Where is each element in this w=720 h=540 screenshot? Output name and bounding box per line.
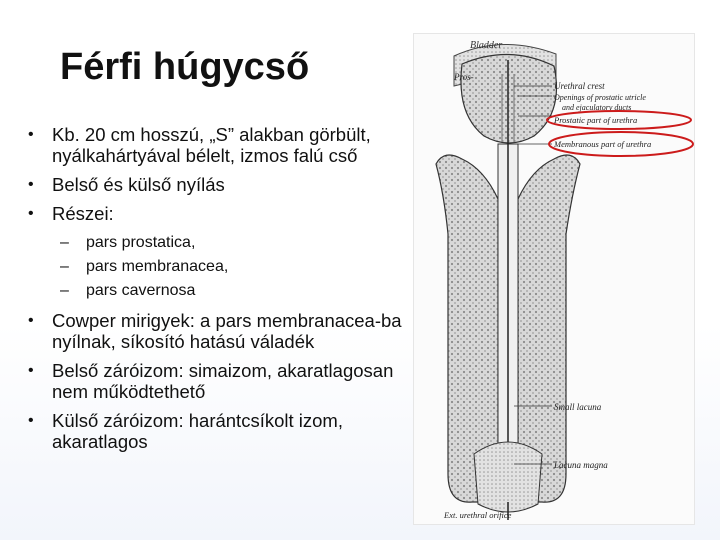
openings-label-2: and ejaculatory ducts	[562, 103, 632, 112]
small-lacuna-label: Small lacuna	[554, 402, 602, 412]
bullet-item	[26, 360, 411, 402]
bullet-icon: •	[28, 412, 34, 429]
bullet-text: Belső záróizom: simaizom, akaratlagosan nem működtethető	[52, 360, 394, 402]
sub-bullet-item	[60, 256, 411, 278]
lacuna-magna-label: Lacuna magna	[554, 460, 608, 470]
prostate-label: Pros-	[454, 72, 474, 82]
openings-label: Openings of prostatic utricle	[554, 93, 646, 102]
sub-bullet-text: pars prostatica,	[86, 234, 196, 251]
bullet-icon: •	[28, 312, 34, 329]
prostatic-part-label: Prostatic part of urethra	[554, 115, 638, 125]
bullet-text: Cowper mirigyek: a pars membranacea-ba nyílnak, síkosító hatású váladék	[52, 310, 402, 352]
urethra-anatomy-figure	[413, 33, 695, 525]
sub-bullet-item	[60, 232, 411, 254]
dash-icon: –	[60, 258, 69, 275]
bullet-icon: •	[28, 176, 34, 193]
urethral-crest-label: Urethral crest	[554, 81, 605, 91]
sub-bullet-text: pars cavernosa	[86, 282, 196, 299]
bullet-text: Részei:	[52, 203, 114, 224]
dash-icon: –	[60, 282, 69, 299]
membranous-part-label: Membranous part of urethra	[554, 139, 652, 149]
bullet-item	[26, 203, 411, 302]
bullet-icon: •	[28, 362, 34, 379]
bullet-text: Külső záróizom: harántcsíkolt izom, akaratlagos	[52, 410, 343, 452]
bullet-text: Kb. 20 cm hosszú, „S” alakban görbült, nyálkahártyával bélelt, izmos falú cső	[52, 124, 371, 166]
slide-title: Férfi húgycső	[60, 46, 310, 88]
bullet-list	[26, 124, 411, 460]
bullet-item	[26, 174, 411, 195]
bullet-icon: •	[28, 205, 34, 222]
dash-icon: –	[60, 234, 69, 251]
bullet-item	[26, 310, 411, 352]
bullet-text: Belső és külső nyílás	[52, 174, 225, 195]
glans-shape	[474, 442, 542, 512]
sub-bullet-list	[52, 232, 411, 302]
bullet-item	[26, 124, 411, 166]
sub-bullet-item	[60, 280, 411, 302]
bullet-icon: •	[28, 126, 34, 143]
sub-bullet-text: pars membranacea,	[86, 258, 229, 275]
external-orifice-label: Ext. urethral orifice	[444, 510, 512, 520]
bullet-item	[26, 410, 411, 452]
urethra-illustration	[414, 34, 694, 524]
bladder-label: Bladder	[470, 40, 503, 51]
